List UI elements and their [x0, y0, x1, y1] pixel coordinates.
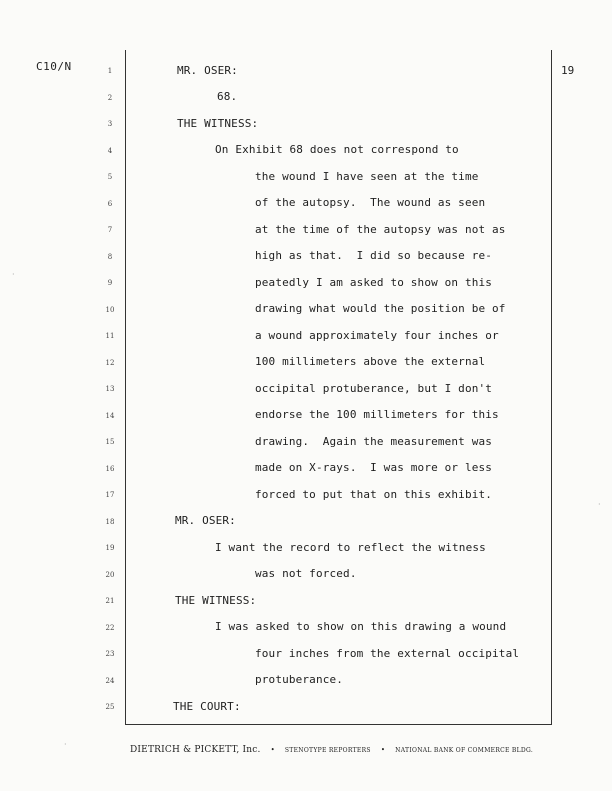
speaker-label: THE WITNESS: [175, 594, 257, 607]
reporter-footer [130, 737, 534, 756]
transcript-line: of the autopsy. The wound as seen [255, 196, 486, 209]
line-number: 5 [107, 173, 113, 181]
transcript-line: forced to put that on this exhibit. [255, 488, 493, 501]
line-number: 12 [105, 359, 115, 367]
transcript-line: a wound approximately four inches or [255, 329, 499, 342]
scan-speck: · [598, 500, 601, 509]
line-number: 2 [107, 94, 113, 102]
line-number: 19 [105, 544, 115, 552]
line-number: 21 [105, 597, 115, 605]
line-number: 17 [105, 491, 115, 499]
scan-speck: · [12, 270, 15, 279]
transcript-line: made on X-rays. I was more or less [255, 461, 493, 474]
reporter-address: NATIONAL BANK OF COMMERCE BLDG. [395, 747, 534, 754]
speaker-label: THE COURT: [173, 700, 241, 713]
margin-rule-right [551, 50, 552, 724]
footer-separator: • [380, 746, 386, 754]
transcript-line: the wound I have seen at the time [255, 170, 479, 183]
speaker-label: THE WITNESS: [177, 117, 259, 130]
margin-rule-bottom [125, 724, 552, 725]
line-number: 3 [107, 120, 113, 128]
speaker-label: MR. OSER: [175, 514, 236, 527]
reporter-service: STENOTYPE REPORTERS [284, 747, 371, 754]
footer-separator: • [270, 746, 275, 754]
line-number: 4 [107, 147, 113, 155]
transcript-line: four inches from the external occipital [255, 647, 520, 660]
transcript-line: On Exhibit 68 does not correspond to [215, 143, 459, 156]
page-number: 19 [561, 64, 575, 77]
transcript-line: endorse the 100 millimeters for this [255, 408, 499, 421]
line-number: 20 [105, 571, 115, 579]
transcript-line: was not forced. [255, 567, 357, 580]
line-number: 15 [105, 438, 115, 446]
transcript-line: protuberance. [255, 673, 344, 686]
document-code: C10/N [36, 60, 72, 73]
transcript-line: drawing. Again the measurement was [255, 435, 493, 448]
transcript-line: at the time of the autopsy was not as [255, 223, 506, 236]
transcript-line: occipital protuberance, but I don't [255, 382, 493, 395]
line-number: 23 [105, 650, 115, 658]
transcript-line: peatedly I am asked to show on this [255, 276, 493, 289]
line-number: 22 [105, 624, 115, 632]
line-number: 6 [107, 200, 113, 208]
reporter-firm: DIETRICH & PICKETT, Inc. [130, 745, 261, 755]
line-number: 24 [105, 677, 115, 685]
margin-rule-left [125, 50, 126, 724]
speaker-label: MR. OSER: [177, 64, 238, 77]
line-number: 13 [105, 385, 115, 393]
transcript-line: high as that. I did so because re- [255, 249, 493, 262]
line-number: 14 [105, 412, 115, 420]
line-number: 18 [105, 518, 115, 526]
line-number: 7 [107, 226, 113, 234]
line-number: 10 [105, 306, 115, 314]
scan-speck: · [64, 740, 67, 749]
line-number: 25 [105, 703, 115, 711]
line-number: 9 [107, 279, 113, 287]
transcript-line: I want the record to reflect the witness [215, 541, 486, 554]
line-number: 16 [105, 465, 115, 473]
transcript-line: I was asked to show on this drawing a wound [215, 620, 507, 633]
line-number: 1 [107, 67, 113, 75]
transcript-line: 68. [217, 90, 238, 103]
line-number: 11 [105, 332, 115, 340]
line-number: 8 [107, 253, 113, 261]
transcript-line: drawing what would the position be of [255, 302, 506, 315]
transcript-line: 100 millimeters above the external [255, 355, 486, 368]
